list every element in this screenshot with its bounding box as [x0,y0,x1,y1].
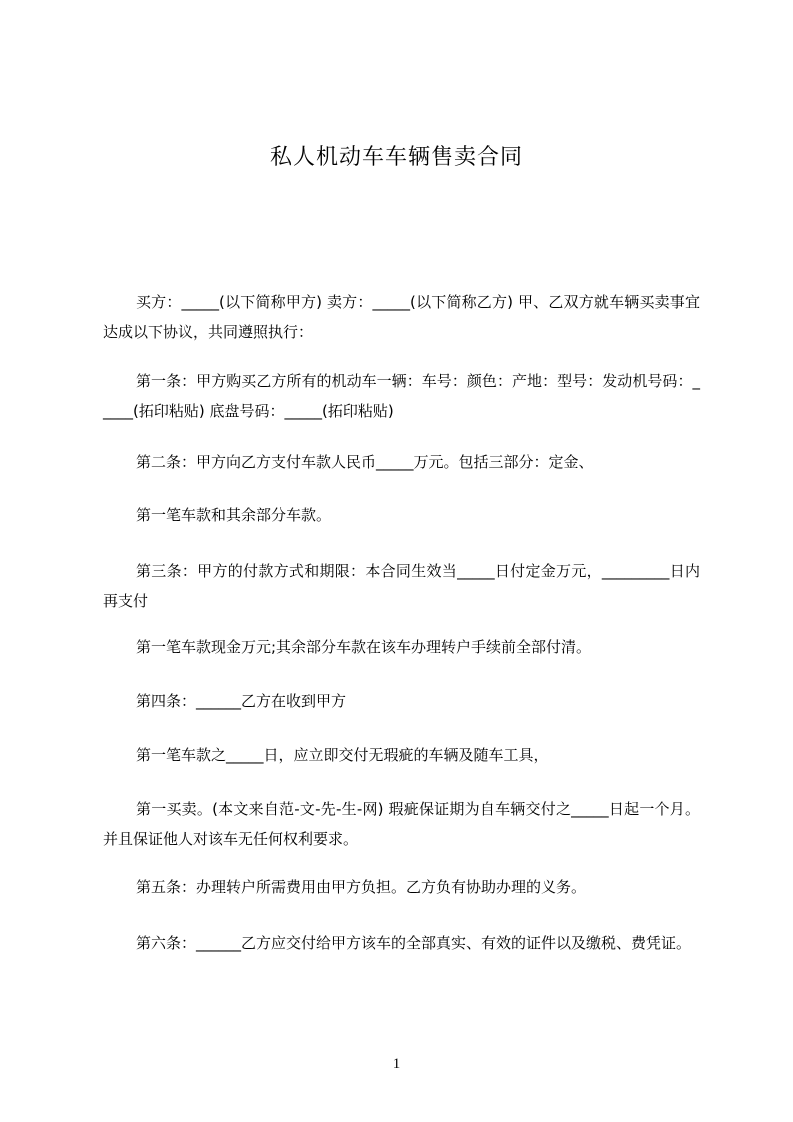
paragraph-article-6: 第六条：______乙方应交付给甲方该车的全部真实、有效的证件以及缴税、费凭证。 [136,934,692,952]
paragraph-article-2: 第二条：甲方向乙方支付车款人民币_____万元。包括三部分：定金、 [136,453,594,471]
paragraph-article-4-warranty: 第一买卖。(本文来自范-文-先-生-网) 瑕疵保证期为自车辆交付之_____日起一个月。并且保证他人对该车无任何权利要求。 [103,800,700,848]
paragraph-article-4-cont: 第一笔车款之_____日，应立即交付无瑕疵的车辆及随车工具， [136,746,549,764]
document-title: 私人机动车车辆售卖合同 [269,145,523,170]
paragraph-article-2-cont: 第一笔车款和其余部分车款。 [136,506,332,524]
paragraph-article-4: 第四条：______乙方在收到甲方 [136,692,347,710]
paragraph-article-3-cont: 第一笔车款现金万元;其余部分车款在该车办理转户手续前全部付清。 [136,638,592,656]
paragraph-article-3: 第三条：甲方的付款方式和期限：本合同生效当_____日付定金万元，_________日内再支付 [103,562,700,610]
paragraph-article-1: 第一条：甲方购买乙方所有的机动车一辆：车号：颜色：产地：型号：发动机号码：_____(拓印粘贴) 底盘号码：_____(拓印粘贴) [103,372,700,420]
paragraph-parties: 买方：_____(以下简称甲方) 卖方：_____(以下简称乙方) 甲、乙双方就车辆买卖事宜达成以下协议，共同遵照执行： [103,293,700,341]
paragraph-article-5: 第五条：办理转户所需费用由甲方负担。乙方负有协助办理的义务。 [136,878,587,896]
page-number: 1 [392,1056,401,1072]
